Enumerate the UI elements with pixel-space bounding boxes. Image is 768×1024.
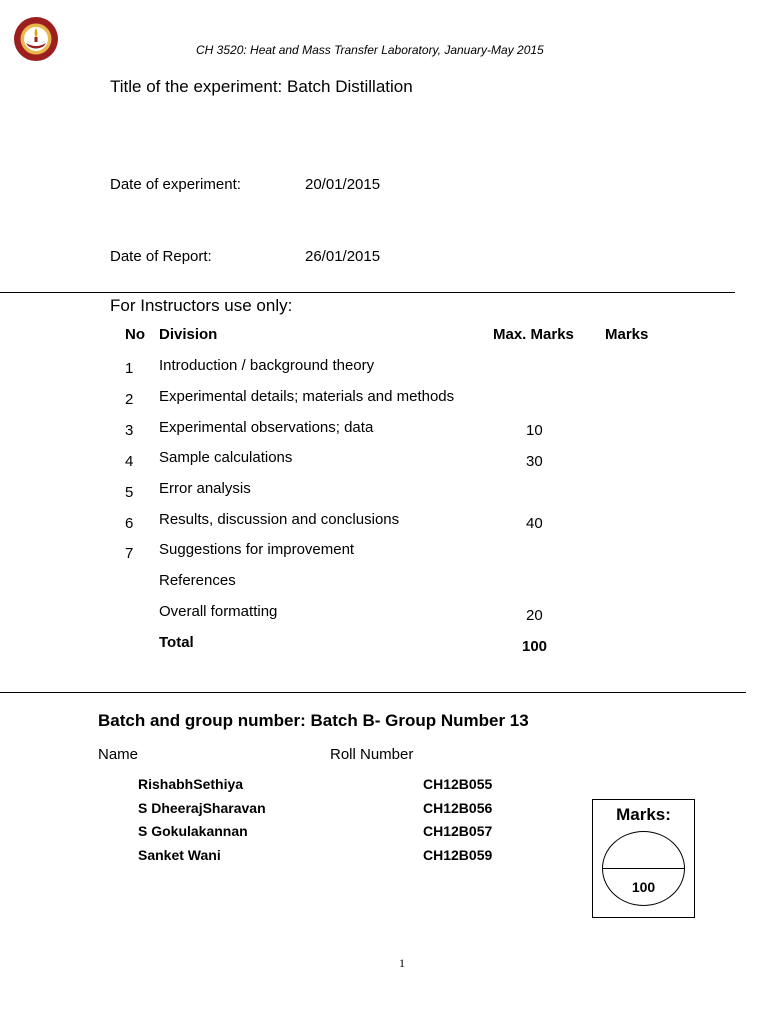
- member-name: S DheerajSharavan: [138, 800, 266, 816]
- marks-box: [592, 799, 695, 918]
- marks-box-value: 100: [631, 879, 656, 895]
- title-label: Title of the experiment:: [110, 77, 283, 96]
- row-max-marks: 20: [526, 607, 543, 624]
- col-header-division: Division: [159, 326, 218, 343]
- row-division: Introduction / background theory: [159, 357, 375, 374]
- member-name: RishabhSethiya: [138, 776, 244, 792]
- marks-box-label: Marks:: [616, 805, 671, 824]
- date-report-value: 26/01/2015: [305, 248, 381, 265]
- row-no: 7: [125, 545, 134, 562]
- instructors-heading: For Instructors use only:: [110, 296, 293, 315]
- row-division: References: [159, 572, 236, 589]
- row-no: 1: [125, 360, 134, 377]
- marks-oval: [602, 831, 685, 906]
- row-division: Error analysis: [159, 480, 251, 497]
- member-roll: CH12B057: [423, 823, 493, 839]
- member-roll: CH12B059: [423, 847, 493, 863]
- batch-group-heading: Batch and group number: Batch B- Group Number 13: [98, 711, 529, 730]
- col-header-no: No: [125, 326, 145, 343]
- row-no: 4: [125, 453, 134, 470]
- member-roll: CH12B056: [423, 800, 493, 816]
- date-experiment-value: 20/01/2015: [305, 176, 381, 193]
- member-roll: CH12B055: [423, 776, 493, 792]
- row-division: Suggestions for improvement: [159, 541, 355, 558]
- title-value: Batch Distillation: [287, 77, 413, 96]
- divider-bottom: [0, 692, 746, 693]
- col-header-name: Name: [98, 746, 139, 763]
- row-no: 3: [125, 422, 134, 439]
- course-header: CH 3520: Heat and Mass Transfer Laboratory, January-May 2015: [196, 43, 544, 57]
- row-division: Experimental details; materials and methods: [159, 388, 455, 405]
- col-header-max-marks: Max. Marks: [493, 326, 574, 343]
- divider-top: [0, 292, 735, 293]
- row-division: Results, discussion and conclusions: [159, 511, 400, 528]
- page-number: 1: [399, 956, 405, 970]
- date-experiment-label: Date of experiment:: [110, 176, 241, 193]
- col-header-roll-number: Roll Number: [330, 746, 414, 763]
- total-value: 100: [522, 638, 548, 655]
- row-no: 2: [125, 391, 134, 408]
- row-division: Overall formatting: [159, 603, 278, 620]
- member-name: S Gokulakannan: [138, 823, 248, 839]
- date-report-label: Date of Report:: [110, 248, 212, 265]
- row-no: 5: [125, 484, 134, 501]
- institute-logo: [12, 16, 60, 62]
- member-name: Sanket Wani: [138, 847, 221, 863]
- row-division: Experimental observations; data: [159, 419, 374, 436]
- col-header-marks: Marks: [605, 326, 649, 343]
- oval-divider: [603, 868, 684, 869]
- row-max-marks: 30: [526, 453, 543, 470]
- row-no: 6: [125, 515, 134, 532]
- total-label: Total: [159, 634, 194, 651]
- row-max-marks: 40: [526, 515, 543, 532]
- row-division: Sample calculations: [159, 449, 293, 466]
- experiment-title: [110, 77, 413, 97]
- row-max-marks: 10: [526, 422, 543, 439]
